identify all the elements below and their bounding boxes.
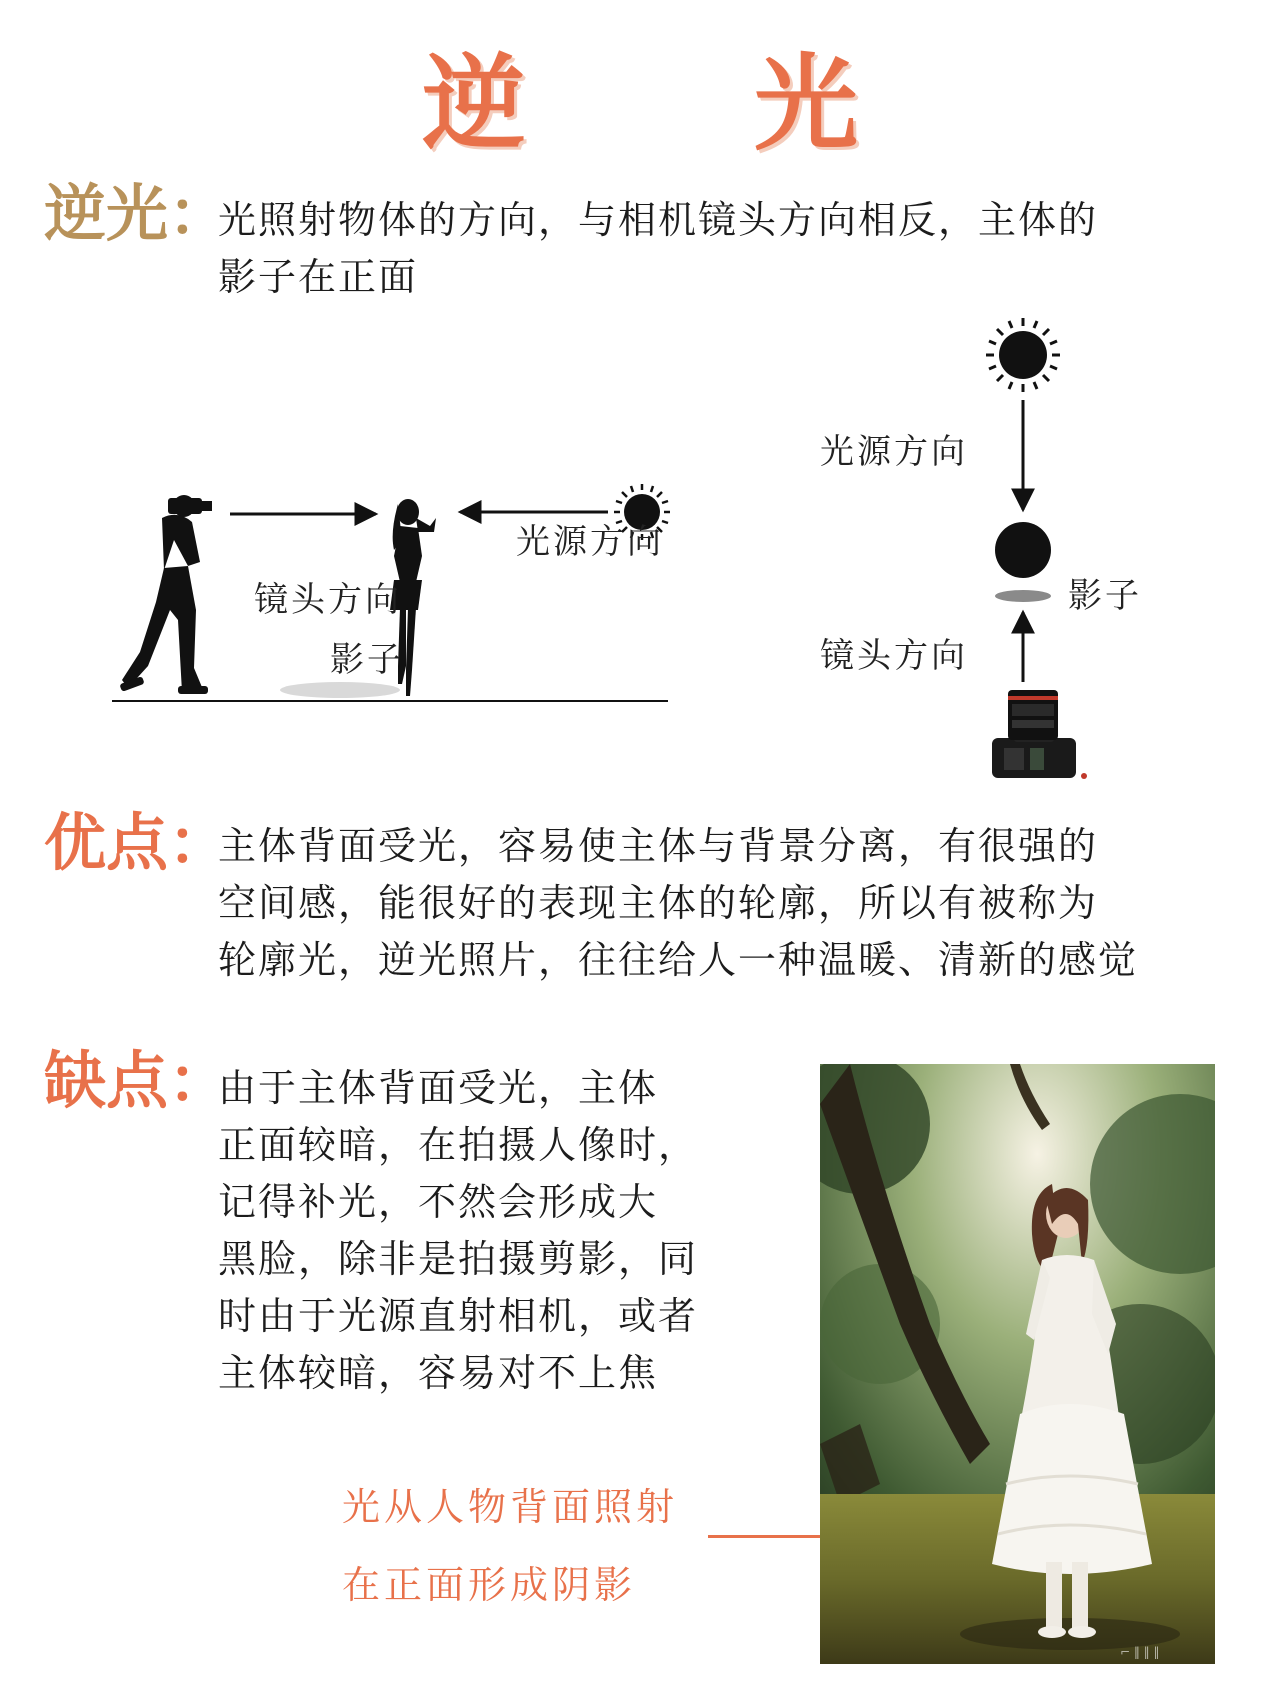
sun-icon xyxy=(986,318,1060,392)
photo-caption-line1: 光从人物背面照射 xyxy=(342,1485,679,1529)
shadow-blur xyxy=(280,682,400,698)
top-lens-label: 镜头方向 xyxy=(820,636,968,676)
disadvantages-heading: 缺点： xyxy=(44,1044,231,1117)
disadvantages-line: 主体较暗，容易对不上焦 xyxy=(218,1351,659,1395)
disadvantages-line: 时由于光源直射相机，或者 xyxy=(218,1294,699,1338)
photographer-silhouette xyxy=(119,495,212,694)
top-shadow-label: 影子 xyxy=(1068,576,1142,616)
top-light-label: 光源方向 xyxy=(820,432,968,472)
disadvantages-text xyxy=(218,1060,758,1402)
subject-ball xyxy=(995,522,1051,578)
definition-heading: 逆光： xyxy=(44,177,231,250)
side-light-label: 光源方向 xyxy=(516,522,664,562)
camera-icon xyxy=(986,686,1090,786)
advantages-line: 主体背面受光，容易使主体与背景分离，有很强的 xyxy=(218,824,1099,868)
side-lens-label: 镜头方向 xyxy=(254,580,402,620)
definition-line: 光照射物体的方向，与相机镜头方向相反，主体的 xyxy=(218,198,1099,242)
backlit-portrait-photo xyxy=(820,1064,1215,1664)
side-shadow-label: 影子 xyxy=(330,640,404,680)
svg-text:⌐ ‖ ‖ ‖: ⌐ ‖ ‖ ‖ xyxy=(1120,1645,1160,1659)
disadvantages-line: 由于主体背面受光，主体 xyxy=(218,1066,659,1110)
page-title: 逆 光 xyxy=(421,43,955,165)
disadvantages-line: 正面较暗，在拍摄人像时， xyxy=(218,1123,699,1167)
advantages-line: 轮廓光，逆光照片，往往给人一种温暖、清新的感觉 xyxy=(218,938,1139,982)
definition-text xyxy=(218,192,1238,306)
photo-caption-line2: 在正面形成阴影 xyxy=(342,1563,637,1607)
advantages-heading: 优点： xyxy=(44,806,231,879)
disadvantages-line: 黑脸，除非是拍摄剪影，同 xyxy=(218,1237,699,1281)
shadow-ellipse xyxy=(995,590,1051,602)
disadvantages-line: 记得补光，不然会形成大 xyxy=(218,1180,659,1224)
advantages-line: 空间感，能很好的表现主体的轮廓，所以有被称为 xyxy=(218,881,1099,925)
advantages-text xyxy=(218,818,1268,989)
definition-line: 影子在正面 xyxy=(218,255,419,299)
